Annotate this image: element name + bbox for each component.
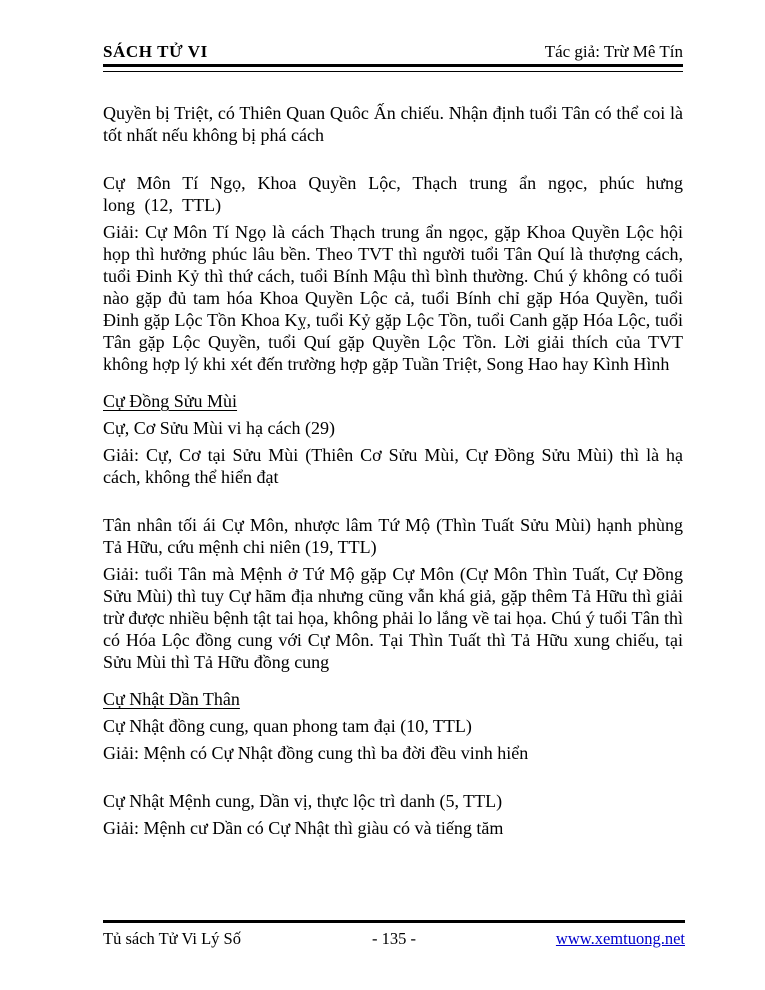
header-author: Tác giả: Trừ Mê Tín <box>544 42 683 61</box>
blank-line <box>103 769 683 790</box>
header-book-title: SÁCH TỬ VI <box>103 42 208 61</box>
page-footer <box>103 928 685 950</box>
stanza-cu-nhat-menh-cung: Cự Nhật Mệnh cung, Dần vị, thực lộc trì danh (5, TTL) <box>103 791 503 811</box>
stanza-tan-nhan-toi-ai: Tân nhân tối ái Cự Môn, nhược lâm Tứ Mộ (Thìn Tuất Sửu Mùi) hạnh phùng Tả Hữu, cứu mệnh chi niên (19, TTL) <box>103 515 683 557</box>
explanation-cu-nhat-dong-cung: Giải: Mệnh có Cự Nhật đồng cung thì ba đời đều vinh hiển <box>103 743 529 763</box>
header-rule-thin-line <box>103 71 683 72</box>
footer-website-link[interactable]: www.xemtuong.net <box>555 929 685 948</box>
blank-line <box>103 380 683 390</box>
explanation-tan-nhan-toi-ai: Giải: tuổi Tân mà Mệnh ở Tứ Mộ gặp Cự Môn (Cự Môn Thìn Tuất, Cự Đồng Sửu Mùi) thì tuy Cự hãm địa nhưng cũng vẫn khá giả, gặp thêm Tả Hữu thì giải trừ được nhiều bệnh tật tai họa, không phải lo lắng về tai họa. Chú ý tuổi Tân thì có Hóa Lộc đồng cung với Cự Môn. Tại Thìn Tuất thì Tả Hữu xung chiếu, tại Sửu Mùi thì Tả Hữu đồng cung <box>103 564 683 672</box>
header-rule <box>103 64 683 72</box>
footer-rule <box>103 920 685 923</box>
explanation-cu-co-suu-mui: Giải: Cự, Cơ tại Sửu Mùi (Thiên Cơ Sửu Mùi, Cự Đồng Sửu Mùi) thì là hạ cách, không thể hiển đạt <box>103 445 683 487</box>
section-heading-cu-dong-suu-mui: Cự Đồng Sửu Mùi <box>103 391 238 411</box>
explanation-cu-nhat-menh-cung: Giải: Mệnh cư Dần có Cự Nhật thì giàu có và tiếng tăm <box>103 818 504 838</box>
explanation-cu-mon-ti-ngo: Giải: Cự Môn Tí Ngọ là cách Thạch trung ẩn ngọc, gặp Khoa Quyền Lộc hội họp thì hưởng phúc lâu bền. Theo TVT thì người tuổi Tân Quí là thượng cách, tuổi Đinh Kỷ thì thứ cách, tuổi Bính Mậu thì bình thường. Chú ý không có tuổi nào gặp đủ tam hóa Khoa Quyền Lộc cả, tuổi Bính chỉ gặp Hóa Quyền, tuổi Đinh gặp Lộc Tồn Khoa Kỵ, tuổi Kỷ gặp Lộc Tồn, tuổi Canh gặp Hóa Lộc, tuổi Tân gặp Lộc Quyền, tuổi Quí gặp Quyền Lộc Tồn. Lời giải thích của TVT không hợp lý khi xét đến trường hợp gặp Tuần Triệt, Song Hao hay Kình Hình <box>103 222 683 374</box>
blank-line <box>103 493 683 514</box>
stanza-cu-co-suu-mui: Cự, Cơ Sửu Mùi vi hạ cách (29) <box>103 418 336 438</box>
header-rule-thick-line <box>103 64 683 67</box>
stanza-cu-nhat-dong-cung: Cự Nhật đồng cung, quan phong tam đại (10, TTL) <box>103 716 472 736</box>
blank-line <box>103 678 683 688</box>
stanza-cu-mon-ti-ngo: Cự Môn Tí Ngọ, Khoa Quyền Lộc, Thạch trung ẩn ngọc, phúc hưng long (12, TTL) <box>103 173 683 215</box>
page-body <box>103 102 683 844</box>
paragraph-quyen-triet: Quyền bị Triệt, có Thiên Quan Quôc Ấn chiếu. Nhận định tuổi Tân có thể coi là tốt nhất nếu không bị phá cách <box>103 103 683 145</box>
page-header <box>103 42 683 62</box>
footer-page-number: - 135 - <box>372 929 416 948</box>
footer-series-title: Tủ sách Tử Vi Lý Số <box>103 929 241 948</box>
blank-line <box>103 151 683 172</box>
section-heading-cu-nhat-dan-than: Cự Nhật Dần Thân <box>103 689 240 709</box>
